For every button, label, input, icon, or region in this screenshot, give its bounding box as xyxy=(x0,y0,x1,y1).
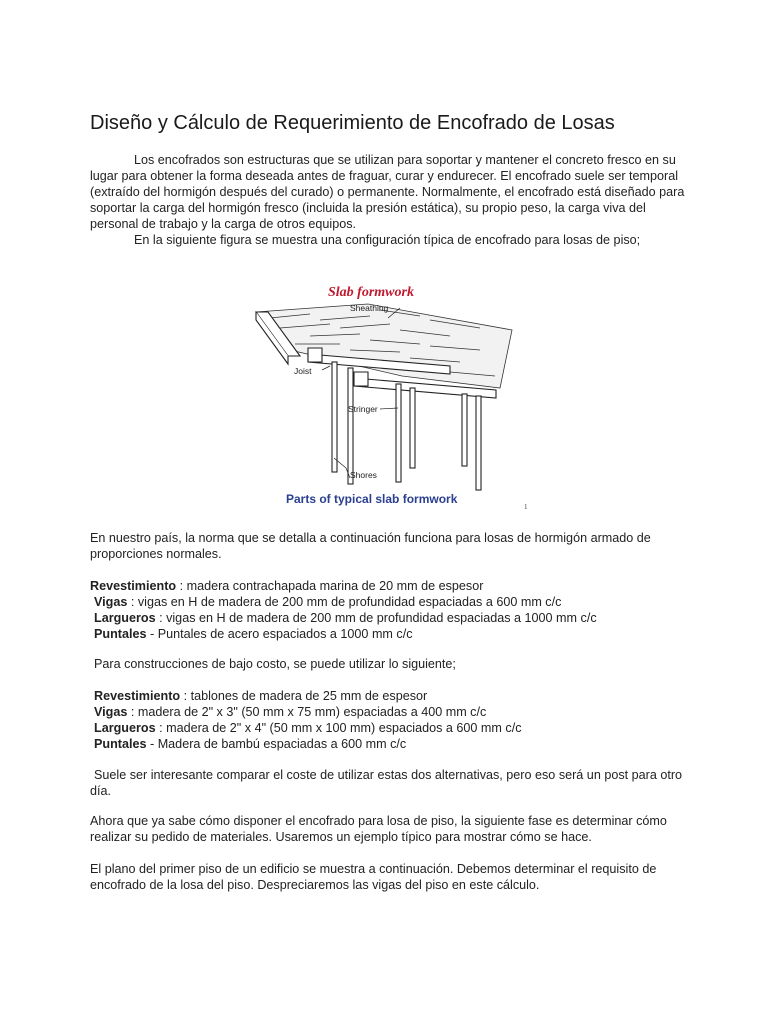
intro-paragraph-1: Los encofrados son estructuras que se utilizan para soportar y mantener el concreto fresco en su lugar para obtener la forma deseada antes de fraguar, curar y endurecer. El encofrado suele ser temporal (extraído del hormigón después del curado) o permanente. Normalmente, el encofrado está diseñado para soportar la carga del hormigón fresco (incluida la presión estática), su propio peso, la carga viva del personal de trabajo y la carga de otros equipos. xyxy=(90,153,685,231)
intro-paragraph-2: En la siguiente figura se muestra una configuración típica de encofrado para losas de piso; xyxy=(134,233,641,247)
low-cost-item: Largueros : madera de 2" x 4" (50 mm x 100 mm) espaciados a 600 mm c/c xyxy=(94,721,522,735)
compare-block xyxy=(90,767,690,799)
low-cost-intro: Para construcciones de bajo costo, se puede utilizar lo siguiente; xyxy=(94,657,456,671)
norm-section xyxy=(90,530,690,562)
figure-footnote-marker: 1 xyxy=(524,503,528,511)
standard-item: Largueros : vigas en H de madera de 200 mm de profundidad espaciadas a 1000 mm c/c xyxy=(94,611,597,625)
label-shores: Shores xyxy=(350,470,377,480)
next-phase-paragraph: Ahora que ya sabe cómo disponer el encofrado para losa de piso, la siguiente fase es determinar cómo realizar su pedido de materiales. Usaremos un ejemplo típico para mostrar cómo se hace. xyxy=(90,814,667,844)
next-phase-block xyxy=(90,813,690,845)
plan-paragraph: El plano del primer piso de un edificio se muestra a continuación. Debemos determinar el requisito de encofrado de la losa del piso. Despreciaremos las vigas del piso en este cálculo. xyxy=(90,862,657,892)
low-cost-intro-block xyxy=(90,656,690,672)
figure-caption: Parts of typical slab formwork xyxy=(286,492,458,506)
low-cost-item: Revestimiento : tablones de madera de 25 mm de espesor xyxy=(94,689,428,703)
compare-paragraph: Suele ser interesante comparar el coste de utilizar estas dos alternativas, pero eso será un post para otro día. xyxy=(90,768,683,798)
intro-section xyxy=(90,152,690,248)
low-cost-list xyxy=(90,688,690,752)
slab-formwork-figure xyxy=(250,278,520,516)
label-joist: Joist xyxy=(294,366,312,376)
low-cost-item: Vigas : madera de 2" x 3" (50 mm x 75 mm) espaciadas a 400 mm c/c xyxy=(94,705,487,719)
standard-list xyxy=(90,578,690,642)
low-cost-item: Puntales - Madera de bambú espaciadas a 600 mm c/c xyxy=(94,737,407,751)
standard-item: Puntales - Puntales de acero espaciados a 1000 mm c/c xyxy=(94,627,413,641)
figure-heading: Slab formwork xyxy=(328,285,414,300)
label-sheathing: Sheathing xyxy=(350,303,389,313)
standard-item: Vigas : vigas en H de madera de 200 mm de profundidad espaciadas a 600 mm c/c xyxy=(94,595,562,609)
label-stringer: Stringer xyxy=(348,404,378,414)
page-title: Diseño y Cálculo de Requerimiento de Encofrado de Losas xyxy=(90,112,615,134)
plan-block xyxy=(90,861,690,893)
norm-intro: En nuestro país, la norma que se detalla a continuación funciona para losas de hormigón armado de proporciones normales. xyxy=(90,531,651,561)
standard-item: Revestimiento : madera contrachapada marina de 20 mm de espesor xyxy=(90,579,484,593)
